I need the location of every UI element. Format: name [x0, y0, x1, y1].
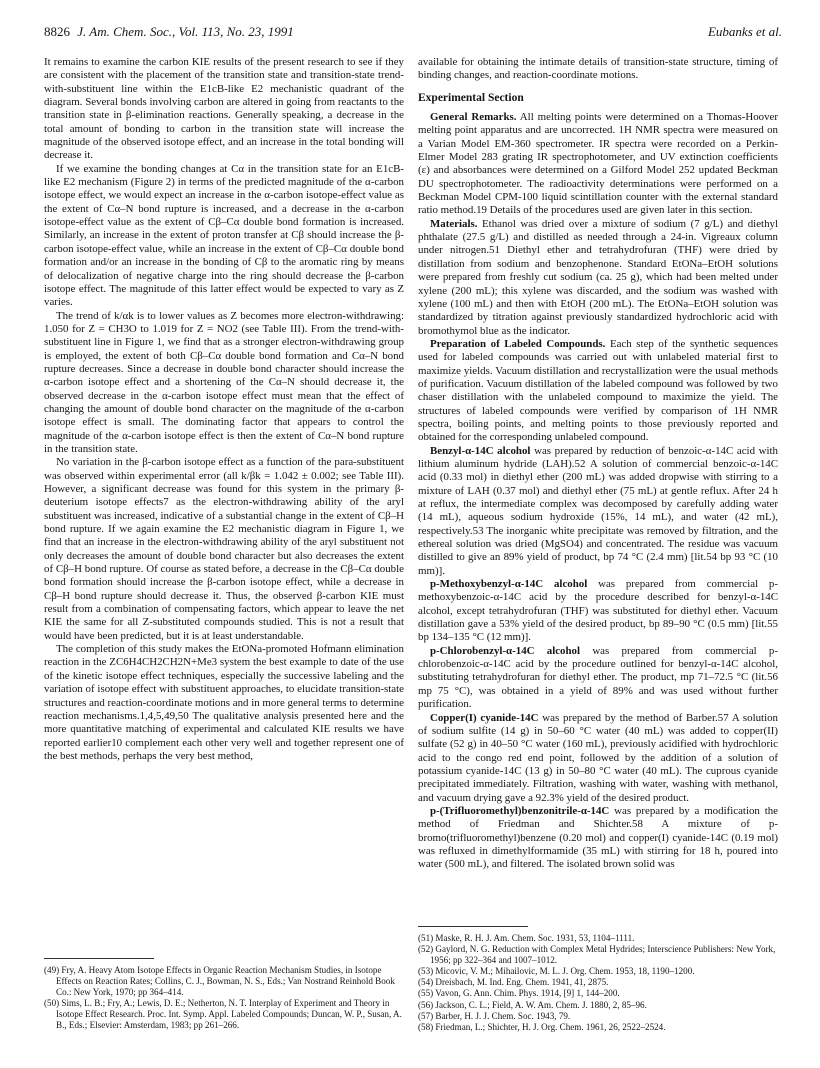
paragraph: It remains to examine the carbon KIE results of the present research to see if they are consistent with the placement of the transition state and transition-state trend-with-substituent line within the E1cB-like E2 mechanistic quadrant of the diagram. Several bonds involving carbon are altered in going from reactants to the transition state in β-elimination reactions. Generally speaking, a decrease in the total amount of bonding to carbon in the transition state will increase the magnitude of the observed isotope effect, and an increase in the total bonding will decrease it.: [44, 56, 404, 162]
left-column: [44, 56, 404, 763]
paragraph-text: was prepared from commercial p-chlorobenzoic-α-14C acid by the procedure outlined for benzyl-α-14C alcohol, substituting tetrahydrofuran for diethyl ether. The product, mp 71–72.5 °C (lit.56 mp 75 °C), was obtained in a yield of 89% and was used without further purification.: [418, 644, 779, 711]
paragraph-methoxybenzyl: [418, 578, 778, 645]
footnote: (51) Maske, R. H. J. Am. Chem. Soc. 1931, 53, 1104–1111.: [418, 933, 635, 943]
paragraph-general: [418, 111, 778, 218]
footnote: (52) Gaylord, N. G. Reduction with Complex Metal Hydrides; Interscience Publishers: New York, 1956; pp 322–364 and 1007–1012.: [418, 944, 776, 966]
run-in-heading: Materials.: [430, 217, 478, 230]
page-number: 8826: [44, 24, 70, 39]
run-in-heading: General Remarks.: [430, 111, 517, 124]
paragraph-text: All melting points were determined on a Thomas-Hoover melting point apparatus and are uncorrected. 1H NMR spectra were measured on a Varian Model EM-360 spectrometer. IR spectra were recorded on a Perkin-Elmer Model 283 grating IR spectrophotometer, and UV extinction coefficients (ε) and absorbances were determined on a Gilford Model 252 updated Beckman DU spectrophotometer. The radioactivity determinations were performed on a Beckman Model CPM-100 liquid scintillation counter with the external standard ratio method.19 Details of the procedures used are given later in this section.: [418, 111, 779, 217]
footnote: (53) Micovic, V. M.; Mihailovic, M. L. J. Org. Chem. 1953, 18, 1190–1200.: [418, 966, 695, 977]
paragraph-text: Each step of the synthetic sequences used for labeled compounds was carried out with unlabeled material first to maximize yields. Vacuum distillation and recrystallization were the usual methods of purification. Vacuum distillation of the labeled compound was followed by two chaser distillation with the unlabeled compound to maximize the yield. The structures of labeled compounds were verified by comparison of 1H NMR spectra, boiling points, and melting points to those previously reported and obtained for the corresponding unlabeled compound.: [418, 337, 778, 444]
footnote: (57) Barber, H. J. J. Chem. Soc. 1943, 79.: [418, 1010, 571, 1021]
footnote: (56) Jackson, C. L.; Field, A. W. Am. Chem. J. 1880, 2, 85–96.: [418, 999, 647, 1010]
paragraph-text: was prepared from commercial p-methoxybenzoic-α-14C acid by the procedure described for benzyl-α-14C alcohol, except tetrahydrofuran (THF) was substituted for diethyl ether. Vacuum distillation gave a 53% yield of the desired product, bp 89–90 °C (0.5 mm) [lit.55 bp 134–135 °C (12 mm)].: [418, 578, 779, 644]
paragraph-benzyl: [418, 445, 778, 578]
footnote: (49) Fry, A. Heavy Atom Isotope Effects in Organic Reaction Mechanism Studies, in Isotope Effects on Reaction Rates; Collins, C. J., Bowman, N. S., Eds.; Van Nostrand Reinhold Book Co.: New York, 1970; pp 364–414.: [44, 965, 395, 998]
header-left: [44, 24, 298, 40]
paragraph-preparation: [418, 338, 778, 445]
footnotes-right: [418, 926, 778, 1033]
page-header: [44, 24, 782, 44]
footnote-rule: [418, 926, 528, 927]
run-in-heading: p-Methoxybenzyl-α-14C alcohol: [430, 578, 588, 591]
right-column: [418, 56, 778, 872]
paragraph: available for obtaining the intimate details of transition-state structure, timing of binding changes, and reaction-coordinate motions.: [418, 56, 778, 82]
run-in-heading: Benzyl-α-14C alcohol: [430, 444, 531, 457]
journal-citation: J. Am. Chem. Soc., Vol. 113, No. 23, 1991: [77, 24, 294, 39]
footnote: (54) Dreisbach, M. Ind. Eng. Chem. 1941, 41, 2875.: [418, 977, 609, 988]
run-in-heading: Copper(I) cyanide-14C: [430, 711, 539, 724]
footnote-rule: [44, 958, 154, 959]
paragraph-chlorobenzyl: [418, 645, 778, 712]
paragraph-text: was prepared by the method of Barber.57 A solution of sodium sulfite (14 g) in 50–60 °C water (40 mL) was added to copper(II) sulfate (52 g) in 40–50 °C water (160 mL), previously acidified with hydrochloric acid to the congo red end point, followed by the addition of a solution of potassium cyanide-14C (13 g) in 50–80 °C water (40 mL). The cuprous cyanide precipitated immediately. Filtration, washing with water, washing with methanol, and vacuum drying gave a 92.3% yield of the desired product.: [418, 711, 778, 804]
paragraph-text: Ethanol was dried over a mixture of sodium (7 g/L) and diethyl phthalate (27.5 g/L) and distilled as needed through a 24-in. Vigreaux column under nitrogen.51 Diethyl ether and tetrahydrofuran (THF) were dried by distillation from sodium and benzophenone. Standard EtONa–EtOH solutions were prepared from freshly cut sodium (ca. 25 g), which had been melted under xylene (200 mL); this xylene was discarded, and the sodium was washed with xylene (100 mL) and then with EtOH (200 mL). The EtONa–EtOH solution was standardized by titration against previously standardized hydrochloric acid with bromothymol blue as the indicator.: [418, 217, 778, 337]
footnote: (58) Friedman, L.; Shichter, H. J. Org. Chem. 1961, 26, 2522–2524.: [418, 1021, 666, 1032]
paragraph-text: was prepared by a modification the method of Friedman and Shichter.58 A mixture of p-bromo(trifluoromethyl)benzene (0.20 mol) and copper(I) cyanide-14C (0.19 mol) was refluxed in dimethylformamide (35 mL) with stirring for 18 h, poured into water (500 mL), and filtered. The isolated brown solid was: [418, 804, 778, 871]
run-in-heading: p-Chlorobenzyl-α-14C alcohol: [430, 644, 581, 657]
paragraph-copper-cyanide: [418, 712, 778, 805]
run-in-heading: Preparation of Labeled Compounds.: [430, 337, 606, 350]
footnote: (50) Sims, L. B.; Fry, A.; Lewis, D. E.; Netherton, N. T. Interplay of Experiment and Theory in Isotope Effect Research. Proc. Int. Symp. Appl. Labeled Compounds; Duncan, W. P., Susan, A. B., Eds.; Elsevier: Amsterdam, 1983; pp 261–266.: [44, 998, 402, 1031]
footnotes-left: [44, 958, 404, 1032]
paragraph-materials: [418, 218, 778, 338]
running-authors: Eubanks et al.: [707, 24, 782, 39]
paragraph: No variation in the β-carbon isotope effect as a function of the para-substituent was observed within experimental error (all k/βk = 1.042 ± 0.002; see Table III). However, a significant decrease was found for this system in the primary β-deuterium isotope effects7 as the electron-withdrawing ability of the aryl substituent was increased, indicative of a substantial change in the extent of Cβ–H bond rupture. If we again examine the E2 mechanistic diagram in Figure 1, we find that an increase in the electron-withdrawing ability of the aryl substituent not only decreases the amount of double bond character but also decreases the extent of Cβ–H bond rupture. Of course as stated before, a decrease in the Cβ–Cα double bond formation should increase the β-carbon isotope effect, while a decrease in Cβ–H bond rupture should decrease it. Thus, the observed β-carbon KIE must result from a combination of compensating factors, which appear to leave the net KIE the same for all Z-substituted compounds studied. This is not a result that would have been predicted, but it is at least understandable.: [44, 456, 404, 642]
section-heading: Experimental Section: [418, 91, 524, 104]
footnote: (55) Vavon, G. Ann. Chim. Phys. 1914, [9] 1, 144–200.: [418, 988, 620, 999]
paragraph: The trend of k/αk is to lower values as Z becomes more electron-withdrawing: 1.050 for Z = CH3O to 1.019 for Z = NO2 (see Table III). From the trend-with-substituent line in Figure 1, we find that as a stronger electron-withdrawing group is employed, the extent of both Cβ–Cα double bond formation and Cα–N bond rupture decreases. Since a decrease in double bond character should increase the α-carbon isotope effect and a shortening of the Cα–N should decrease it, the observed decrease in the α-carbon isotope effect must mean that the effect of changing the amount of double bond character on the magnitude of the α-carbon isotope effect is small. The dominating factor that appears to control the magnitude of the α-carbon isotope effect is then the extent of Cα–N bond rupture in the transition state.: [44, 309, 404, 455]
paragraph: The completion of this study makes the EtONa-promoted Hofmann elimination reaction in the ZC6H4CH2CH2N+Me3 system the best example to date of the use of the kinetic isotope effect techniques, especially the successive labeling and the variation of isotope effect with substituent approaches, to elucidate transition-state structures and reaction-coordinate motions and in more general terms to determine reaction mechanisms.1,4,5,49,50 The qualitative analysis presented here and the more quantitative matching of experimental and calculated KIE results we have reported earlier10 complement each other very well and together represent one of the best methods, perhaps the very best method,: [44, 643, 404, 762]
run-in-heading: p-(Trifluoromethyl)benzonitrile-α-14C: [430, 804, 610, 817]
paragraph-trifluoromethyl: [418, 805, 778, 872]
paragraph: If we examine the bonding changes at Cα in the transition state for an E1cB-like E2 mechanism (Figure 2) in terms of the predicted magnitude of the α-carbon isotope effect, we would expect an increase in the α-carbon isotope-effect value as the extent of Cα–N bond rupture is increased, and a decrease in the α-carbon isotope-effect value as the extent of Cβ–Cα double bond formation is increased. Similarly, an increase in the extent of proton transfer at Cβ should increase the β-carbon isotope-effect value, while an increase in the extent of Cβ–Cα double bond formation and/or an increase in the bonding of Cβ to the aromatic ring by means of delocalization of negative charge into the ring should decrease the β-carbon isotope effect. The magnitude of this latter effect would be expected to vary as Z varies.: [44, 162, 404, 309]
paragraph-text: was prepared by reduction of benzoic-α-14C acid with lithium aluminum hydride (LAH).52 A solution of commercial benzoic-α-14C acid (0.33 mol) in diethyl ether (200 mL) was added dropwise with stirring to a mixture of LAH (0.37 mol) and diethyl ether (75 mL) at gentle reflux. After 24 h at reflux, the intermediate complex was decomposed by carefully adding water (14 mL), aqueous sodium hydroxide (15%, 14 mL), and water (42 mL), respectively.53 The inorganic white precipitate was removed by filtration, and the ethereal solution was dried (MgSO4) and concentrated. The residue was vacuum distilled to give an 89% yield of product, bp 74 °C (2.4 mm) [lit.54 bp 93 °C (10 mm)].: [418, 444, 778, 577]
